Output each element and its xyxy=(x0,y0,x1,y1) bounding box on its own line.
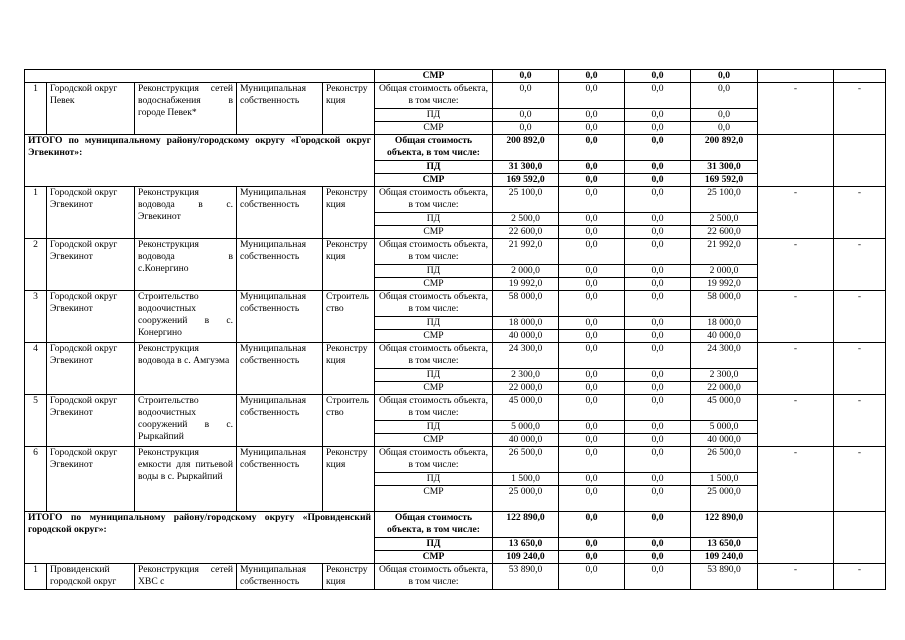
table-cell xyxy=(758,135,834,187)
table-row xyxy=(25,135,886,161)
total-value: 0,0 xyxy=(625,343,691,369)
pd-label: ПД xyxy=(375,538,493,551)
pd-value: 0,0 xyxy=(559,317,625,330)
row-number: 2 xyxy=(25,239,47,291)
smr-value: 0,0 xyxy=(559,278,625,291)
total-value: 0,0 xyxy=(625,291,691,317)
total-value: 0,0 xyxy=(559,343,625,369)
work-type-cell: Строительство xyxy=(323,395,375,447)
pd-value: 0,0 xyxy=(559,109,625,122)
pd-value: 0,0 xyxy=(559,538,625,551)
pd-value: 5 000,0 xyxy=(493,421,559,434)
dash-cell: - xyxy=(834,447,886,512)
smr-value: 0,0 xyxy=(625,486,691,512)
pd-label: ПД xyxy=(375,109,493,122)
pd-value: 2 500,0 xyxy=(691,213,758,226)
pd-label: ПД xyxy=(375,421,493,434)
smr-value: 0,0 xyxy=(559,330,625,343)
smr-value: 0,0 xyxy=(625,70,691,83)
object-name-cell: Реконструкция водовода в с. Амгуэма xyxy=(135,343,237,395)
pd-label: ПД xyxy=(375,369,493,382)
total-value: 0,0 xyxy=(493,83,559,109)
smr-value: 0,0 xyxy=(625,434,691,447)
total-cost-label: Общая стоимость объекта, в том числе: xyxy=(375,343,493,369)
pd-value: 0,0 xyxy=(625,265,691,278)
work-type-cell: Строительство xyxy=(323,291,375,343)
total-value: 0,0 xyxy=(625,135,691,161)
total-value: 0,0 xyxy=(625,447,691,473)
smr-label: СМР xyxy=(375,278,493,291)
total-cost-label: Общая стоимость объекта, в том числе: xyxy=(375,447,493,473)
smr-value: 0,0 xyxy=(625,174,691,187)
smr-value: 22 600,0 xyxy=(691,226,758,239)
table-row xyxy=(25,564,886,590)
pd-value: 0,0 xyxy=(625,161,691,174)
smr-value: 40 000,0 xyxy=(691,434,758,447)
smr-value: 0,0 xyxy=(559,70,625,83)
dash-cell: - xyxy=(758,239,834,291)
pd-value: 0,0 xyxy=(559,421,625,434)
pd-value: 0,0 xyxy=(559,369,625,382)
object-name-cell: Строительство водоочистных сооружений в с. Рыркайпий xyxy=(135,395,237,447)
work-type-cell: Реконструкция xyxy=(323,83,375,135)
total-value: 53 890,0 xyxy=(493,564,559,590)
object-name-cell: Реконструкция емкости для питьевой воды в с. Рыркайпий xyxy=(135,447,237,512)
pd-value: 0,0 xyxy=(625,317,691,330)
total-value: 21 992,0 xyxy=(691,239,758,265)
total-value: 0,0 xyxy=(559,512,625,538)
smr-value: 109 240,0 xyxy=(691,551,758,564)
total-value: 45 000,0 xyxy=(691,395,758,421)
pd-label: ПД xyxy=(375,317,493,330)
total-value: 0,0 xyxy=(559,135,625,161)
total-value: 26 500,0 xyxy=(691,447,758,473)
total-value: 58 000,0 xyxy=(493,291,559,317)
section-total-title: ИТОГО по муниципальному району/городскому округу «Городской округ Эгвекинот»: xyxy=(25,135,375,187)
total-value: 0,0 xyxy=(625,239,691,265)
total-value: 200 892,0 xyxy=(691,135,758,161)
dash-cell: - xyxy=(834,239,886,291)
row-number: 4 xyxy=(25,343,47,395)
total-value: 45 000,0 xyxy=(493,395,559,421)
total-value: 0,0 xyxy=(625,187,691,213)
smr-value: 109 240,0 xyxy=(493,551,559,564)
pd-label: ПД xyxy=(375,473,493,486)
smr-value: 0,0 xyxy=(625,278,691,291)
municipality-cell: Городской округ Эгвекинот xyxy=(47,447,135,512)
total-value: 21 992,0 xyxy=(493,239,559,265)
municipality-cell: Провиденский городской округ xyxy=(47,564,135,590)
smr-label: СМР xyxy=(375,486,493,512)
pd-value: 2 300,0 xyxy=(691,369,758,382)
pd-label: ПД xyxy=(375,265,493,278)
smr-label: СМР xyxy=(375,174,493,187)
smr-value: 0,0 xyxy=(691,70,758,83)
pd-label: ПД xyxy=(375,213,493,226)
pd-value: 0,0 xyxy=(559,213,625,226)
total-value: 25 100,0 xyxy=(493,187,559,213)
pd-value: 0,0 xyxy=(625,473,691,486)
pd-value: 31 300,0 xyxy=(691,161,758,174)
table-cell xyxy=(834,135,886,187)
total-value: 0,0 xyxy=(559,187,625,213)
total-value: 122 890,0 xyxy=(691,512,758,538)
smr-value: 0,0 xyxy=(559,434,625,447)
smr-value: 25 000,0 xyxy=(691,486,758,512)
work-type-cell: Реконструкция xyxy=(323,343,375,395)
ownership-cell: Муниципальная собственность xyxy=(237,564,323,590)
total-value: 24 300,0 xyxy=(691,343,758,369)
pd-value: 0,0 xyxy=(625,213,691,226)
total-value: 0,0 xyxy=(559,447,625,473)
row-number: 1 xyxy=(25,187,47,239)
row-number: 5 xyxy=(25,395,47,447)
dash-cell: - xyxy=(834,187,886,239)
smr-value: 0,0 xyxy=(625,330,691,343)
smr-value: 25 000,0 xyxy=(493,486,559,512)
pd-label: ПД xyxy=(375,161,493,174)
table-cell xyxy=(834,70,886,83)
smr-value: 0,0 xyxy=(493,70,559,83)
section-total-title: ИТОГО по муниципальному району/городскому округу «Провиденский городской округ»: xyxy=(25,512,375,564)
object-name-cell: Реконструкция водовода в с.Конергино xyxy=(135,239,237,291)
pd-value: 2 000,0 xyxy=(493,265,559,278)
pd-value: 5 000,0 xyxy=(691,421,758,434)
municipality-cell: Городской округ Эгвекинот xyxy=(47,291,135,343)
total-value: 0,0 xyxy=(559,291,625,317)
object-name-cell: Реконструкция сетей ХВС с xyxy=(135,564,237,590)
total-value: 0,0 xyxy=(559,83,625,109)
smr-value: 40 000,0 xyxy=(493,330,559,343)
smr-value: 19 992,0 xyxy=(691,278,758,291)
total-value: 24 300,0 xyxy=(493,343,559,369)
smr-value: 0,0 xyxy=(691,122,758,135)
pd-value: 2 000,0 xyxy=(691,265,758,278)
pd-value: 2 500,0 xyxy=(493,213,559,226)
smr-value: 22 600,0 xyxy=(493,226,559,239)
investment-table xyxy=(24,69,886,590)
table-row xyxy=(25,343,886,369)
ownership-cell: Муниципальная собственность xyxy=(237,187,323,239)
smr-value: 0,0 xyxy=(559,486,625,512)
total-value: 0,0 xyxy=(559,395,625,421)
pd-value: 1 500,0 xyxy=(691,473,758,486)
pd-value: 18 000,0 xyxy=(493,317,559,330)
total-value: 0,0 xyxy=(559,564,625,590)
total-value: 53 890,0 xyxy=(691,564,758,590)
smr-value: 40 000,0 xyxy=(691,330,758,343)
smr-value: 0,0 xyxy=(559,226,625,239)
table-row xyxy=(25,239,886,265)
table-cell xyxy=(758,70,834,83)
total-value: 0,0 xyxy=(625,83,691,109)
pd-value: 2 300,0 xyxy=(493,369,559,382)
smr-value: 22 000,0 xyxy=(691,382,758,395)
table-row xyxy=(25,447,886,473)
pd-value: 1 500,0 xyxy=(493,473,559,486)
smr-value: 19 992,0 xyxy=(493,278,559,291)
object-name-cell: Реконструкция водовода в с. Эгвекинот xyxy=(135,187,237,239)
smr-value: 0,0 xyxy=(625,551,691,564)
row-number: 1 xyxy=(25,564,47,590)
smr-value: 0,0 xyxy=(493,122,559,135)
pd-value: 0,0 xyxy=(625,538,691,551)
row-number: 3 xyxy=(25,291,47,343)
smr-value: 0,0 xyxy=(559,551,625,564)
smr-label: СМР xyxy=(375,434,493,447)
smr-label: СМР xyxy=(375,382,493,395)
ownership-cell: Муниципальная собственность xyxy=(237,291,323,343)
dash-cell: - xyxy=(758,564,834,590)
table-cell xyxy=(758,512,834,564)
pd-value: 31 300,0 xyxy=(493,161,559,174)
table-row xyxy=(25,291,886,317)
total-cost-label: Общая стоимость объекта, в том числе: xyxy=(375,83,493,109)
dash-cell: - xyxy=(834,395,886,447)
total-cost-label: Общая стоимость объекта, в том числе: xyxy=(375,135,493,161)
pd-value: 0,0 xyxy=(559,161,625,174)
object-name-cell: Строительство водоочистных сооружений в с. Конергино xyxy=(135,291,237,343)
total-value: 0,0 xyxy=(691,83,758,109)
smr-value: 169 592,0 xyxy=(691,174,758,187)
smr-label: СМР xyxy=(375,70,493,83)
total-cost-label: Общая стоимость объекта, в том числе: xyxy=(375,512,493,538)
total-value: 58 000,0 xyxy=(691,291,758,317)
smr-value: 0,0 xyxy=(559,122,625,135)
table-row xyxy=(25,512,886,538)
dash-cell: - xyxy=(834,83,886,135)
table-cell xyxy=(834,512,886,564)
object-name-cell: Реконструкция сетей водоснабжения в городе Певек* xyxy=(135,83,237,135)
smr-label: СМР xyxy=(375,330,493,343)
work-type-cell: Реконструкция xyxy=(323,447,375,512)
total-value: 25 100,0 xyxy=(691,187,758,213)
table-row xyxy=(25,395,886,421)
total-cost-label: Общая стоимость объекта, в том числе: xyxy=(375,239,493,265)
dash-cell: - xyxy=(758,395,834,447)
dash-cell: - xyxy=(758,83,834,135)
total-value: 0,0 xyxy=(625,564,691,590)
total-value: 200 892,0 xyxy=(493,135,559,161)
total-cost-label: Общая стоимость объекта, в том числе: xyxy=(375,564,493,590)
municipality-cell: Городской округ Эгвекинот xyxy=(47,343,135,395)
table-cell xyxy=(25,70,375,83)
smr-value: 0,0 xyxy=(559,382,625,395)
ownership-cell: Муниципальная собственность xyxy=(237,395,323,447)
total-cost-label: Общая стоимость объекта, в том числе: xyxy=(375,187,493,213)
pd-value: 0,0 xyxy=(559,265,625,278)
smr-value: 0,0 xyxy=(559,174,625,187)
total-value: 122 890,0 xyxy=(493,512,559,538)
total-value: 26 500,0 xyxy=(493,447,559,473)
smr-label: СМР xyxy=(375,122,493,135)
smr-value: 169 592,0 xyxy=(493,174,559,187)
smr-label: СМР xyxy=(375,551,493,564)
municipality-cell: Городской округ Эгвекинот xyxy=(47,239,135,291)
municipality-cell: Городской округ Эгвекинот xyxy=(47,187,135,239)
pd-value: 0,0 xyxy=(493,109,559,122)
table-row xyxy=(25,70,886,83)
ownership-cell: Муниципальная собственность xyxy=(237,83,323,135)
smr-value: 0,0 xyxy=(625,122,691,135)
smr-label: СМР xyxy=(375,226,493,239)
total-value: 0,0 xyxy=(625,512,691,538)
dash-cell: - xyxy=(758,291,834,343)
smr-value: 0,0 xyxy=(625,382,691,395)
smr-value: 40 000,0 xyxy=(493,434,559,447)
dash-cell: - xyxy=(758,447,834,512)
pd-value: 18 000,0 xyxy=(691,317,758,330)
pd-value: 0,0 xyxy=(691,109,758,122)
total-value: 0,0 xyxy=(625,395,691,421)
table-row xyxy=(25,187,886,213)
pd-value: 0,0 xyxy=(625,109,691,122)
dash-cell: - xyxy=(758,187,834,239)
dash-cell: - xyxy=(834,343,886,395)
total-cost-label: Общая стоимость объекта, в том числе: xyxy=(375,291,493,317)
smr-value: 0,0 xyxy=(625,226,691,239)
work-type-cell: Реконструкция xyxy=(323,187,375,239)
ownership-cell: Муниципальная собственность xyxy=(237,239,323,291)
row-number: 6 xyxy=(25,447,47,512)
pd-value: 0,0 xyxy=(625,421,691,434)
pd-value: 13 650,0 xyxy=(493,538,559,551)
dash-cell: - xyxy=(834,291,886,343)
pd-value: 0,0 xyxy=(559,473,625,486)
table-row xyxy=(25,83,886,109)
pd-value: 0,0 xyxy=(625,369,691,382)
total-value: 0,0 xyxy=(559,239,625,265)
work-type-cell: Реконструкция xyxy=(323,239,375,291)
dash-cell: - xyxy=(758,343,834,395)
pd-value: 13 650,0 xyxy=(691,538,758,551)
work-type-cell: Реконструкция xyxy=(323,564,375,590)
smr-value: 22 000,0 xyxy=(493,382,559,395)
municipality-cell: Городской округ Певек xyxy=(47,83,135,135)
municipality-cell: Городской округ Эгвекинот xyxy=(47,395,135,447)
ownership-cell: Муниципальная собственность xyxy=(237,447,323,512)
row-number: 1 xyxy=(25,83,47,135)
total-cost-label: Общая стоимость объекта, в том числе: xyxy=(375,395,493,421)
dash-cell: - xyxy=(834,564,886,590)
ownership-cell: Муниципальная собственность xyxy=(237,343,323,395)
